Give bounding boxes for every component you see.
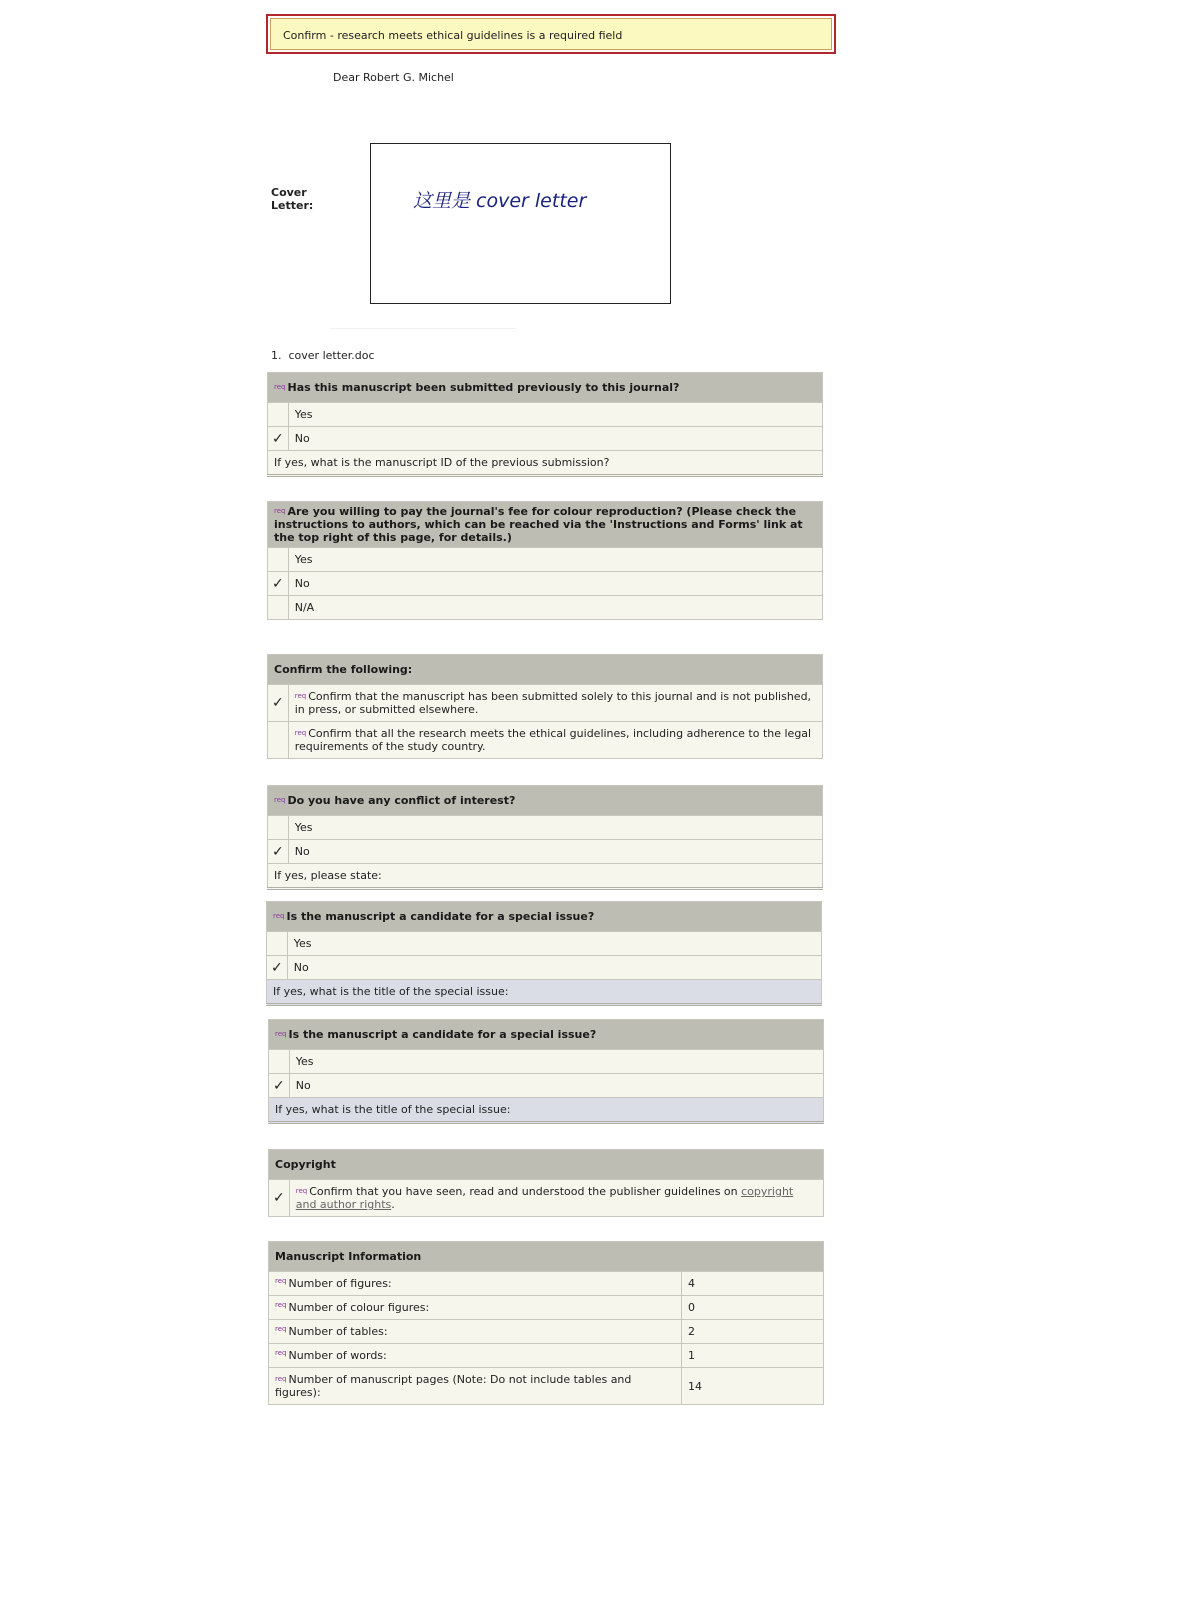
info-label: $^{req}$ Number of manuscript pages (Note: Do not include tables and figures):	[269, 1368, 682, 1405]
option-yes[interactable]: Yes	[287, 932, 821, 956]
cover-letter-label-line1: Cover	[271, 186, 307, 199]
option-checkbox[interactable]	[268, 816, 289, 840]
option-yes[interactable]: Yes	[288, 403, 822, 427]
check-icon: ✓	[272, 430, 284, 447]
table-row	[269, 1344, 824, 1368]
req-marker: req	[275, 1349, 287, 1357]
cover-letter-textbox[interactable]	[370, 143, 671, 304]
table-row	[269, 1272, 824, 1296]
previous-id-field[interactable]: If yes, what is the manuscript ID of the previous submission?	[268, 451, 823, 476]
table-row	[269, 1296, 824, 1320]
manuscript-info-heading: Manuscript Information	[269, 1242, 824, 1272]
check-icon: ✓	[272, 843, 284, 860]
info-label: $^{req}$ Number of colour figures:	[269, 1296, 682, 1320]
option-no[interactable]: No	[289, 1074, 823, 1098]
info-label: $^{req}$ Number of figures:	[269, 1272, 682, 1296]
copyright-heading: Copyright	[269, 1150, 824, 1180]
confirm-heading: Confirm the following:	[268, 655, 823, 685]
error-message: Confirm - research meets ethical guidelines is a required field	[270, 18, 832, 50]
special-issue-question: $^{req}$ Is the manuscript a candidate for a special issue?	[267, 902, 822, 932]
info-label: $^{req}$ Number of words:	[269, 1344, 682, 1368]
check-icon: ✓	[271, 959, 283, 976]
confirm-table	[267, 654, 823, 759]
info-value-words[interactable]: 1	[682, 1344, 824, 1368]
option-checkbox[interactable]	[268, 596, 289, 620]
info-label: $^{req}$ Number of tables:	[269, 1320, 682, 1344]
option-checkbox[interactable]	[268, 548, 289, 572]
special-issue-title-field[interactable]: If yes, what is the title of the special issue:	[267, 980, 822, 1005]
check-icon: ✓	[273, 1077, 285, 1094]
option-yes[interactable]: Yes	[289, 1050, 823, 1074]
option-checkbox-checked[interactable]	[269, 1074, 290, 1098]
option-checkbox-checked[interactable]	[268, 572, 289, 596]
conflict-statement-field[interactable]: If yes, please state:	[268, 864, 823, 889]
conflict-question: $^{req}$ Do you have any conflict of interest?	[268, 786, 823, 816]
error-banner	[266, 14, 836, 54]
option-no[interactable]: No	[288, 840, 822, 864]
req-marker: req	[275, 1277, 287, 1285]
special-issue-table-2	[268, 1019, 824, 1124]
cover-letter-label	[271, 186, 331, 212]
conflict-table	[267, 785, 823, 890]
special-issue-table-1	[266, 901, 822, 1006]
attachment-number: 1.	[271, 349, 282, 362]
divider	[330, 328, 516, 329]
option-checkbox-checked[interactable]	[268, 840, 289, 864]
attachment-filename[interactable]: cover letter.doc	[288, 349, 375, 362]
previous-submission-question: $^{req}$ Has this manuscript been submitted previously to this journal?	[268, 373, 823, 403]
greeting: Dear Robert G. Michel	[333, 71, 454, 84]
special-issue-title-field[interactable]: If yes, what is the title of the special issue:	[269, 1098, 824, 1123]
colour-fee-question: $^{req}$ Are you willing to pay the journal's fee for colour reproduction? (Please check the instructions to authors, which can be reached via the 'Instructions and Forms' link at the top right of this page, for details.)	[268, 502, 823, 548]
copyright-confirmation: $^{req}$ Confirm that you have seen, read and understood the publisher guidelines on copyright and author rights.	[289, 1180, 823, 1217]
confirm-checkbox-checked[interactable]	[268, 685, 289, 722]
attachment-item	[271, 349, 375, 362]
option-yes[interactable]: Yes	[288, 816, 822, 840]
confirm-ethical-guidelines: $^{req}$ Confirm that all the research meets the ethical guidelines, including adherence to the legal requirements of the study country.	[288, 722, 822, 759]
option-no[interactable]: No	[288, 572, 822, 596]
req-marker: req	[295, 1187, 308, 1195]
previous-submission-table	[267, 372, 823, 477]
req-marker: req	[275, 1375, 287, 1383]
cover-letter-content: 这里是 cover letter	[413, 190, 587, 212]
option-yes[interactable]: Yes	[288, 548, 822, 572]
req-marker: req	[273, 912, 285, 920]
option-checkbox[interactable]	[267, 932, 288, 956]
req-marker: req	[274, 796, 286, 804]
check-icon: ✓	[272, 575, 284, 592]
info-value-tables[interactable]: 2	[682, 1320, 824, 1344]
option-no[interactable]: No	[287, 956, 821, 980]
req-marker: req	[274, 507, 286, 515]
table-row	[269, 1368, 824, 1405]
check-icon: ✓	[273, 1190, 285, 1206]
req-marker: req	[294, 692, 307, 700]
colour-fee-table	[267, 501, 823, 620]
check-icon: ✓	[272, 695, 284, 711]
info-value-colour-figures[interactable]: 0	[682, 1296, 824, 1320]
option-checkbox-checked[interactable]	[268, 427, 289, 451]
confirm-sole-submission: $^{req}$ Confirm that the manuscript has been submitted solely to this journal and is not published, in press, or submitted elsewhere.	[288, 685, 822, 722]
option-checkbox[interactable]	[269, 1050, 290, 1074]
copyright-checkbox-checked[interactable]	[269, 1180, 290, 1217]
req-marker: req	[275, 1325, 287, 1333]
option-no[interactable]: No	[288, 427, 822, 451]
copyright-table	[268, 1149, 824, 1217]
special-issue-question: $^{req}$ Is the manuscript a candidate for a special issue?	[269, 1020, 824, 1050]
manuscript-info-table	[268, 1241, 824, 1405]
info-value-figures[interactable]: 4	[682, 1272, 824, 1296]
req-marker: req	[294, 729, 307, 737]
info-value-pages[interactable]: 14	[682, 1368, 824, 1405]
option-na[interactable]: N/A	[288, 596, 822, 620]
copyright-link[interactable]: copyright and author rights	[295, 1185, 794, 1211]
req-marker: req	[275, 1030, 287, 1038]
cover-letter-label-line2: Letter:	[271, 199, 314, 212]
req-marker: req	[275, 1301, 287, 1309]
option-checkbox[interactable]	[268, 403, 289, 427]
option-checkbox-checked[interactable]	[267, 956, 288, 980]
req-marker: req	[274, 383, 286, 391]
confirm-checkbox[interactable]	[268, 722, 289, 759]
table-row	[269, 1320, 824, 1344]
